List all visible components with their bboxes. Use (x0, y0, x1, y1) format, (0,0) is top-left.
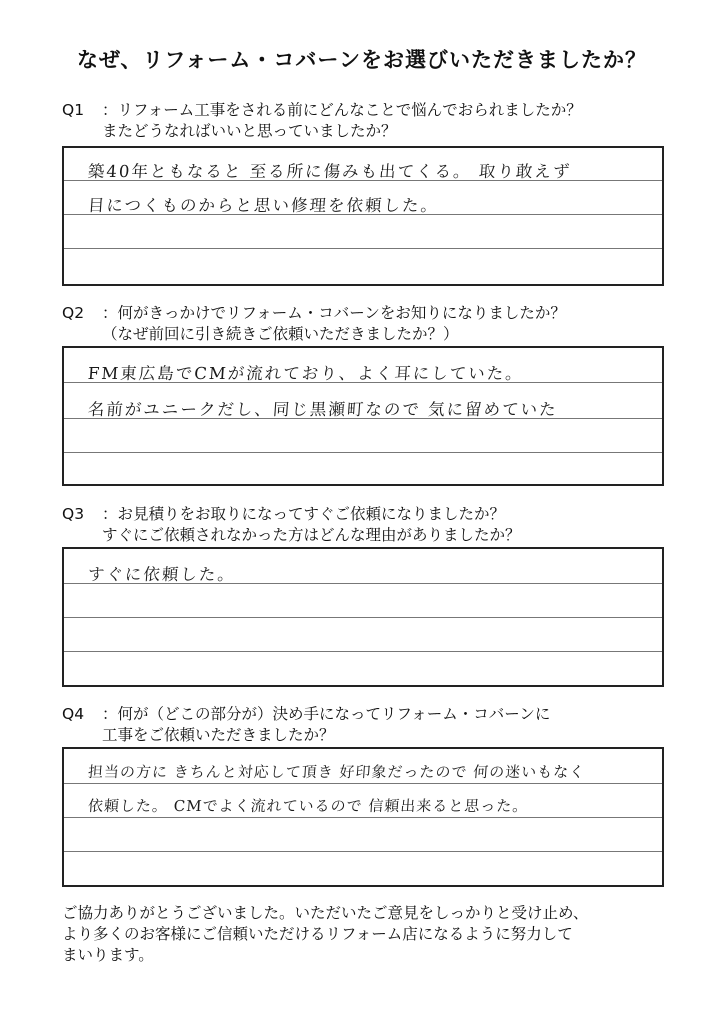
closing-line-2: より多くのお客様にご信頼いただけるリフォーム店になるように努力して (62, 925, 573, 943)
answer-box-4 (62, 747, 664, 887)
question-number: Q1 (62, 101, 85, 119)
page-title: なぜ、リフォーム・コバーンをお選びいただきましたか？ (77, 48, 647, 72)
ruled-line (64, 452, 662, 453)
answer-box-2 (62, 346, 664, 486)
question-text: ：お見積りをお取りになってすぐご依頼になりましたか？ (102, 505, 506, 523)
handwritten-answer: 目につくものからと思い修理を依頼した。 (87, 196, 440, 215)
closing-line-3: まいります。 (62, 946, 154, 964)
ruled-line (64, 248, 662, 249)
question-text-2: （なぜ前回に引き続きご依頼いただきましたか？） (102, 325, 459, 343)
ruled-line (64, 651, 662, 652)
question-2 (62, 303, 662, 345)
question-number: Q4 (62, 705, 85, 723)
handwritten-answer: すぐに依頼した。 (87, 565, 237, 584)
question-text: ：何が（どこの部分が）決め手になってリフォーム・コバーンに (102, 705, 551, 723)
closing-message (62, 903, 682, 966)
question-number: Q2 (62, 304, 85, 322)
ruled-line (64, 817, 662, 818)
question-text-2: またどうなればいいと思っていましたか？ (102, 122, 397, 140)
handwritten-answer: 担当の方に きちんと対応して頂き 好印象だったので 何の迷いもなく (87, 763, 586, 781)
ruled-line (64, 617, 662, 618)
closing-line-1: ご協力ありがとうございました。いただいたご意見をしっかりと受け止め、 (62, 904, 589, 922)
answer-box-1 (62, 146, 664, 286)
question-text-2: すぐにご依頼されなかった方はどんな理由がありましたか？ (102, 526, 521, 544)
question-1 (62, 100, 662, 142)
question-3 (62, 504, 662, 546)
handwritten-answer: 依頼した。 CMでよく流れているので 信頼出来ると思った。 (87, 797, 529, 815)
handwritten-answer: 築40年ともなると 至る所に傷みも出てくる。 取り敢えず (87, 162, 573, 181)
question-text: ：何がきっかけでリフォーム・コバーンをお知りになりましたか？ (102, 304, 566, 322)
handwritten-answer: 名前がユニークだし、同じ黒瀬町なので 気に留めていた (87, 400, 559, 419)
ruled-line (64, 783, 662, 784)
answer-box-3 (62, 547, 664, 687)
question-text: ：リフォーム工事をされる前にどんなことで悩んでおられましたか？ (102, 101, 582, 119)
handwritten-answer: FM東広島でCMが流れており、よく耳にしていた。 (87, 364, 525, 383)
question-text-2: 工事をご依頼いただきましたか？ (102, 726, 335, 744)
ruled-line (64, 851, 662, 852)
question-number: Q3 (62, 505, 85, 523)
question-4 (62, 704, 662, 746)
